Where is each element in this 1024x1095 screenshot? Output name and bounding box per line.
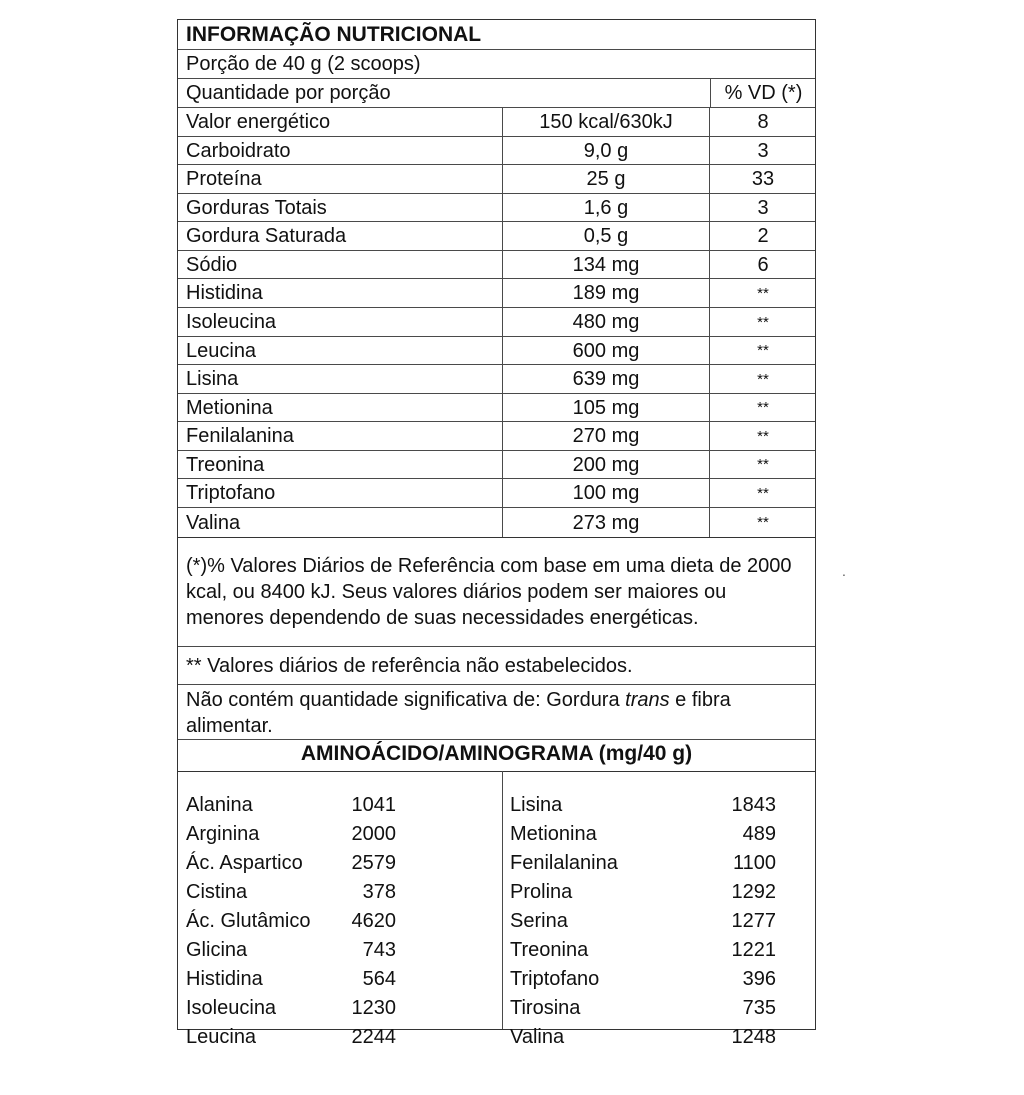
nutrient-amount: 200 mg — [502, 451, 710, 478]
nutrient-row — [178, 194, 815, 222]
table-title: INFORMAÇÃO NUTRICIONAL — [186, 23, 482, 46]
nutrient-vd: ** — [757, 399, 769, 416]
nutrient-vd: 3 — [757, 196, 769, 219]
header-label: Quantidade por porção — [186, 82, 391, 104]
nutrient-amount: 273 mg — [502, 508, 710, 537]
aminoacid-value: 2579 — [351, 852, 396, 874]
aminoacid-name: Alanina — [186, 794, 253, 816]
aminoacid-name: Ác. Glutâmico — [186, 910, 311, 932]
nutrient-row — [178, 337, 815, 365]
aminoacid-value: 1292 — [731, 881, 776, 903]
nutrient-name: Isoleucina — [186, 311, 277, 333]
nutrient-name: Treonina — [186, 453, 265, 476]
nutrient-amount: 1,6 g — [502, 194, 710, 221]
nutrient-vd: 8 — [757, 111, 769, 133]
nutrient-name: Histidina — [186, 282, 263, 304]
aminogram-row — [186, 878, 486, 907]
aminoacid-value: 2000 — [351, 823, 396, 845]
nutrient-amount: 9,0 g — [502, 137, 710, 164]
aminoacid-value: 2244 — [351, 1026, 396, 1048]
nutrient-vd: ** — [757, 484, 769, 502]
nutrient-name: Proteína — [186, 168, 262, 190]
aminoacid-name: Tirosina — [510, 997, 581, 1019]
aminogram-row — [186, 936, 486, 965]
aminogram-title: AMINOÁCIDO/AMINOGRAMA (mg/40 g) — [300, 742, 693, 765]
header-vd: % VD (*) — [710, 79, 816, 107]
nutrient-row — [178, 222, 815, 251]
aminogram-right-column — [510, 771, 810, 1048]
aminoacid-name: Isoleucina — [186, 997, 277, 1019]
nutrient-name: Fenilalanina — [186, 425, 294, 447]
nutrient-vd: ** — [757, 313, 769, 331]
not-significant-prefix: Não contém quantidade significativa de: Gordura — [186, 689, 626, 711]
aminoacid-value: 1100 — [732, 852, 776, 874]
nutrient-amount: 134 mg — [502, 251, 710, 278]
nutrient-name: Valina — [186, 511, 241, 534]
aminogram-row — [510, 965, 810, 994]
nutrient-row — [178, 422, 815, 451]
nutrient-vd: 6 — [757, 253, 769, 276]
nutrient-amount: 270 mg — [502, 422, 710, 450]
title-row — [178, 20, 815, 50]
nutrient-name: Carboidrato — [186, 139, 291, 162]
aminoacid-name: Lisina — [510, 794, 563, 816]
nutrition-facts-table — [177, 19, 816, 1048]
aminogram-row — [186, 849, 486, 878]
aminoacid-value: 4620 — [351, 910, 396, 932]
aminogram-row — [186, 907, 486, 936]
nutrient-name: Gordura Saturada — [186, 225, 347, 247]
aminoacid-value: 489 — [742, 823, 776, 845]
aminoacid-name: Arginina — [186, 823, 260, 845]
nutrient-amount: 189 mg — [502, 279, 710, 307]
nutrient-vd: ** — [757, 284, 769, 302]
portion-text: Porção de 40 g (2 scoops) — [186, 53, 421, 75]
nutrient-row — [178, 508, 815, 538]
nutrient-vd: 3 — [757, 139, 769, 162]
nutrient-row — [178, 308, 815, 337]
aminoacid-name: Fenilalanina — [510, 852, 618, 874]
aminoacid-name: Treonina — [510, 939, 589, 961]
nutrient-name: Gorduras Totais — [186, 196, 327, 219]
aminoacid-value: 735 — [742, 997, 776, 1019]
portion-row — [178, 50, 815, 79]
aminoacid-value: 1248 — [731, 1026, 776, 1048]
aminoacid-value: 1230 — [351, 997, 396, 1019]
vd-note-row — [178, 538, 815, 647]
aminogram-row — [510, 791, 810, 820]
nutrient-row — [178, 251, 815, 279]
aminoacid-name: Serina — [510, 910, 568, 932]
aminoacid-name: Leucina — [186, 1026, 257, 1048]
nutrient-row — [178, 137, 815, 165]
aminoacid-value: 564 — [362, 968, 396, 990]
nutrient-row — [178, 279, 815, 308]
aminoacid-value: 743 — [362, 939, 396, 961]
aminogram-row — [510, 936, 810, 965]
nutrient-name: Valor energético — [186, 111, 331, 133]
not-significant-suffix: e fibra alimentar. — [186, 689, 731, 737]
nutrient-amount: 100 mg — [502, 479, 710, 507]
nutrient-name: Leucina — [186, 339, 257, 362]
aminogram-left-column — [186, 771, 486, 1048]
nutrient-amount: 0,5 g — [502, 222, 710, 250]
nutrient-row — [178, 479, 815, 508]
aminogram-row — [186, 1023, 486, 1052]
not-significant-row — [178, 685, 815, 740]
aminogram-row — [510, 1023, 810, 1052]
aminoacid-name: Histidina — [186, 968, 263, 990]
stray-mark: . — [842, 563, 846, 579]
aminoacid-value: 378 — [362, 881, 396, 903]
aminoacid-name: Glicina — [186, 939, 248, 961]
aminogram-row — [186, 791, 486, 820]
aminoacid-value: 1843 — [731, 794, 776, 816]
nutrient-name: Metionina — [186, 396, 273, 419]
aminogram-row — [510, 820, 810, 849]
nutrient-row — [178, 394, 815, 422]
nutrient-row — [178, 165, 815, 194]
nutrient-vd: 33 — [751, 168, 775, 190]
nutrient-vd: ** — [757, 514, 769, 531]
nutrient-vd: ** — [757, 427, 769, 445]
aminoacid-name: Valina — [510, 1026, 565, 1048]
aminogram-row — [186, 965, 486, 994]
nutrient-amount: 105 mg — [502, 394, 710, 421]
nutrient-row — [178, 108, 815, 137]
aminogram-row — [186, 994, 486, 1023]
aminogram-row — [510, 907, 810, 936]
nutrient-amount: 150 kcal/630kJ — [502, 108, 710, 136]
nutrient-vd: ** — [757, 370, 769, 388]
vd-footnote: (*)% Valores Diários de Referência com base em uma dieta de 2000 kcal, ou 8400 kJ. Seus valores diários podem ser maiores ou menores dependendo de suas necessidades energéticas. — [186, 555, 792, 629]
nutrient-amount: 600 mg — [502, 337, 710, 364]
nutrient-name: Lisina — [186, 368, 239, 390]
not-significant-footnote — [186, 687, 805, 739]
trans-italic: trans — [625, 689, 670, 711]
aminoacid-name: Prolina — [510, 881, 573, 903]
nutrient-name: Triptofano — [186, 482, 276, 504]
nutrient-amount: 480 mg — [502, 308, 710, 336]
aminoacid-value: 1277 — [731, 910, 776, 932]
nutrient-vd: 2 — [757, 225, 769, 247]
aminoacid-name: Metionina — [510, 823, 597, 845]
not-established-footnote: ** Valores diários de referência não estabelecidos. — [186, 655, 633, 677]
aminoacid-name: Ác. Aspartico — [186, 852, 303, 874]
aminoacid-name: Triptofano — [510, 968, 600, 990]
aminoacid-value: 396 — [742, 968, 776, 990]
aminogram-column-divider — [502, 771, 503, 1029]
nutrient-vd: ** — [757, 342, 769, 359]
nutrient-name: Sódio — [186, 253, 238, 276]
aminoacid-name: Cistina — [186, 881, 248, 903]
aminoacid-value: 1221 — [731, 939, 776, 961]
nutrient-vd: ** — [757, 456, 769, 473]
nutrient-row — [178, 451, 815, 479]
nutrient-row — [178, 365, 815, 394]
header-row — [178, 79, 815, 108]
aminoacid-value: 1041 — [351, 794, 396, 816]
not-established-row — [178, 647, 815, 685]
aminogram-row — [510, 994, 810, 1023]
aminogram-row — [186, 820, 486, 849]
aminogram-row — [510, 878, 810, 907]
nutrient-amount: 25 g — [502, 165, 710, 193]
nutrient-amount: 639 mg — [502, 365, 710, 393]
aminogram-row — [510, 849, 810, 878]
